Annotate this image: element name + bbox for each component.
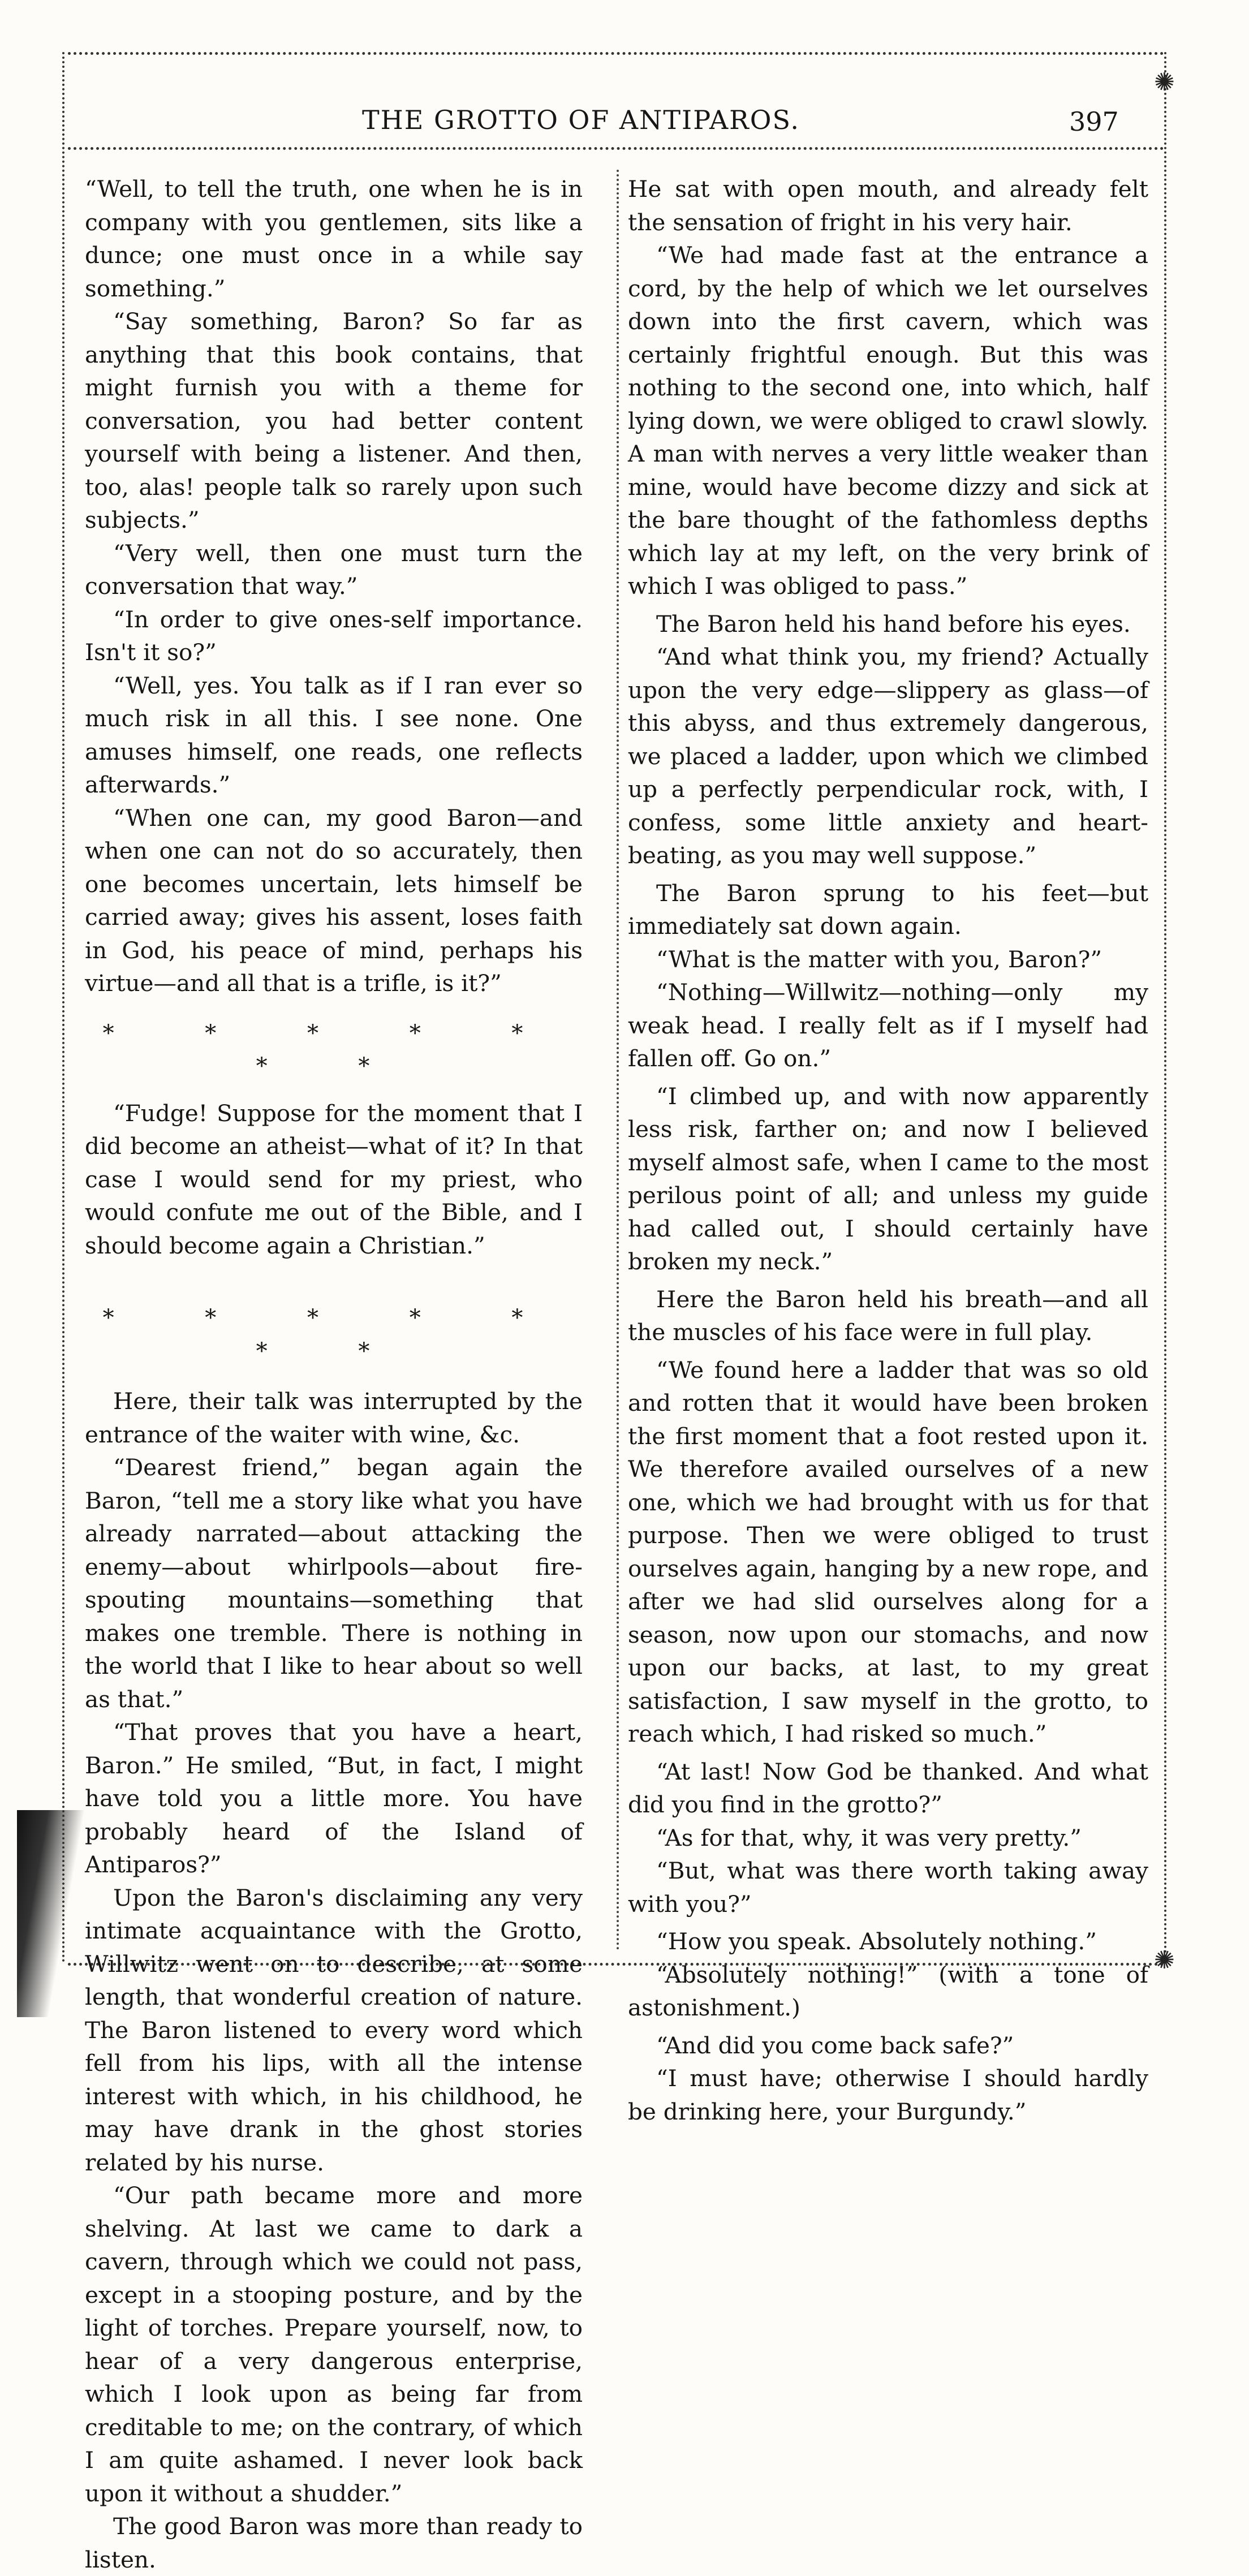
section-break: * * * * * * *: [102, 1020, 565, 1079]
paragraph: “I must have; otherwise I should hardly be drinking here, your Burgundy.”: [628, 2065, 1148, 2125]
paragraph: “Well, yes. You talk as if I ran ever so much risk in all this. I see none. One amuses himself, one reads, one reflects afterwards.”: [85, 671, 583, 798]
paragraph: “Very well, then one must turn the conversation that way.”: [85, 539, 583, 600]
ornamental-border-top: [68, 52, 1164, 55]
paragraph: Upon the Baron's disclaiming any very intimate acquaintance with the Grotto, Willwitz went on to describe, at some length, that wonderful creation of nature. The Baron listened to every word which fell from his lips, with all the intense interest with which, in his childhood, he may have drank in the ghost stories related by his nurse.: [85, 1884, 583, 2176]
paragraph: “Absolutely nothing!” (with a tone of astonishment.): [628, 1961, 1148, 2021]
paragraph: “That proves that you have a heart, Baron.” He smiled, “But, in fact, I might have told you a little more. You have probably heard of the Island of Antiparos?”: [85, 1718, 583, 1878]
paragraph: “In order to give ones-self importance. Isn't it so?”: [85, 605, 583, 666]
paragraph: “When one can, my good Baron—and when one can not do so accurately, then one becomes uncertain, lets himself be carried away; gives his assent, loses faith in God, his peace of mind, perhaps his virtue—and all that is a trifle, is it?”: [85, 804, 583, 997]
ornamental-rule-header: [68, 147, 1164, 150]
paragraph: “How you speak. Absolutely nothing.”: [656, 1928, 1097, 1955]
ornamental-border-left: [62, 52, 64, 1964]
paragraph: “At last! Now God be thanked. And what did you find in the grotto?”: [628, 1757, 1148, 1818]
paragraph: “What is the matter with you, Baron?”: [656, 945, 1102, 973]
corner-ornament-icon: ✺: [1154, 1946, 1175, 1975]
left-column: [85, 173, 583, 2576]
paragraph: The Baron sprung to his feet—but immediately sat down again.: [628, 879, 1148, 940]
paragraph: “Our path became more and more shelving. At last we came to dark a cavern, through which we could not pass, except in a stooping posture, and by the light of torches. Prepare yourself, now, to hear of a very dangerous enterprise, which I look upon as being far from creditable to me; on the contrary, of which I am quite ashamed. I never look back upon it without a shudder.”: [85, 2182, 583, 2507]
section-break: * * * * * * *: [102, 1305, 565, 1364]
paragraph: “Say something, Baron? So far as anything that this book contains, that might furnish you with a theme for conversation, you had better content yourself with being a listener. And then, too, alas! people talk so rarely upon such subjects.”: [85, 308, 583, 533]
paragraph: The good Baron was more than ready to listen.: [85, 2513, 583, 2573]
right-column: [628, 173, 1148, 2128]
paragraph: “Nothing—Willwitz—nothing—only my weak head. I really felt as if I myself had fallen off. Go on.”: [628, 979, 1148, 1072]
corner-ornament-icon: ✺: [1154, 68, 1175, 97]
page-curl-shadow: [17, 1810, 85, 2017]
paragraph: “We had made fast at the entrance a cord, by the help of which we let ourselves down into the first cavern, which was certainly frightful enough. But this was nothing to the second one, into which, half lying down, we were obliged to crawl slowly. A man with nerves a very little weaker than mine, would have become dizzy and sick at the bare thought of the fathomless depths which lay at my left, on the very brink of which I was obliged to pass.”: [628, 242, 1148, 600]
ornamental-border-right: [1164, 52, 1166, 1964]
paragraph: “And what think you, my friend? Actually upon the very edge—slippery as glass—of this abyss, and thus extremely dangerous, we placed a ladder, upon which we climbed up a perfectly perpendicular rock, with, I confess, some little anxiety and heart-beating, as you may well suppose.”: [628, 643, 1148, 869]
page-number: 397: [1069, 106, 1119, 137]
paragraph: “We found here a ladder that was so old and rotten that it would have been broken the first moment that a foot rested upon it. We therefore availed ourselves of a new one, which we had brought with us for that purpose. Then we were obliged to trust ourselves again, hanging by a new rope, and after we had slid ourselves along for a season, now upon our stomachs, and now upon our backs, at last, to my great satisfaction, I saw myself in the grotto, to reach which, I had risked so much.”: [628, 1356, 1148, 1747]
paragraph: “Dearest friend,” began again the Baron, “tell me a story like what you have already narrated—about attacking the enemy—about whirlpools—about fire-spouting mountains—something that makes one tremble. There is nothing in the world that I like to hear about so well as that.”: [85, 1454, 583, 1713]
paragraph: “But, what was there worth taking away with you?”: [628, 1857, 1148, 1918]
paragraph: He sat with open mouth, and already felt the sensation of fright in his very hair.: [628, 175, 1148, 236]
paragraph: The Baron held his hand before his eyes.: [656, 610, 1131, 637]
paragraph: “Well, to tell the truth, one when he is in company with you gentlemen, sits like a dunce; one must once in a while say something.”: [85, 175, 583, 302]
column-divider: [617, 170, 619, 1952]
paragraph: Here the Baron held his breath—and all the muscles of his face were in full play.: [628, 1285, 1148, 1346]
paragraph: Here, their talk was interrupted by the entrance of the waiter with wine, &c.: [85, 1388, 583, 1448]
paragraph: “And did you come back safe?”: [656, 2031, 1014, 2059]
paragraph: “Fudge! Suppose for the moment that I did become an atheist—what of it? In that case I would send for my priest, who would confute me out of the Bible, and I should become again a Christian.”: [85, 1099, 583, 1259]
paragraph: “As for that, why, it was very pretty.”: [656, 1824, 1082, 1851]
running-title: THE GROTTO OF ANTIPAROS.: [362, 105, 800, 135]
paragraph: “I climbed up, and with now apparently less risk, farther on; and now I believed myself almost safe, when I came to the most perilous point of all; and unless my guide had called out, I should certainly have broken my neck.”: [628, 1082, 1148, 1275]
